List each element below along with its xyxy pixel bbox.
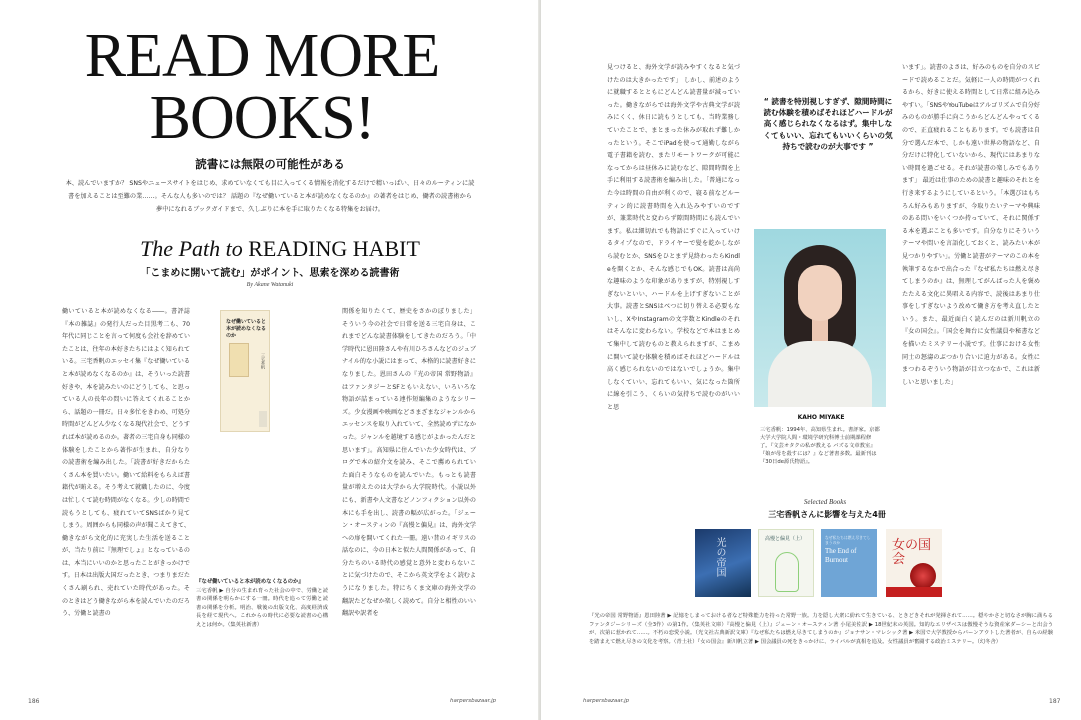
left-page bbox=[0, 0, 540, 720]
portrait-bio: 三宅香帆：1994年、高知県生まれ。書評家。京都大学大学院人間・環境学研究科博士前期課程修了。『文芸オタクの私が教える バズる文章教室』『娘が母を殺すには？』など著書多数。最新刊は『30日de源氏物語』。 bbox=[760, 427, 880, 465]
cover4-title: 女の国会 bbox=[892, 538, 932, 567]
byline: By Akane Watanuki bbox=[246, 282, 294, 288]
book-caption-title: 『なぜ働いていると本が読めなくなるのか』 bbox=[196, 579, 304, 585]
cover3-subtitle: なぜ私たちは燃え尽きてしまうのか bbox=[825, 535, 871, 545]
cover4-flower bbox=[910, 563, 936, 589]
book-cover-pride-and-prejudice bbox=[758, 529, 814, 597]
site-url-left: harpersbazaar.jp bbox=[450, 698, 497, 704]
body-column-2: 関係を知りたくて、歴史をさかのぼりました」 そういう今の社会で日常を送る三宅自身は、これまでどんな読書体験をしてきたのだろう。「中学時代に恩田陸さんや有川ひろさんなどのジュブナイル的な小説にはまって、本格的に読書好きになりました。恩田さんの『光の帝国 常野物語』はファンタジーとSFともいえない、いろいろな物語が詰まっている連作短編集のようなシリーズ。少女漫画や映画などさまざまなジャンルからエッセンスを取り入れていて、全然読めずになかった。ジャンルを越境する感じがよかったんだと思います」。高知県に住んでいた少女時代は、ブログで本の紹介文を読み、そこで薦められていた面白そうなものを読んでいた。もっとも読書量が増えたのは大学から大学院時代。小説以外にも、新書や人文書などノンフィクション以外の本にも手を出し、読書の幅が広がった。「ジェーン・オースティンの『高慢と偏見』は、海外文学への扉を開いてくれた一冊。遠い昔のイギリスの話なのに、今の日本と似た人間関係があって、自分たちのいる時代の感覚と意外と変わらないことに気づけたので、そこから英文学をよく読むようになりました。特にちくま文庫の海外文学の翻訳たどなぜか楽しく読めて。自分と相性のいい翻訳や訳者を bbox=[342, 308, 476, 618]
section-subtitle: 「こまめに開いて読む」がポイント、思索を深める読書術 bbox=[140, 268, 400, 279]
portrait-neck bbox=[812, 319, 828, 343]
section-title-roman: READING HABIT bbox=[248, 236, 420, 261]
cover3-title: The End of Burnout bbox=[825, 547, 857, 564]
lead-paragraph: 本、読んでいますか？ SNSやニュースサイトをはじめ、求めていなくても目に入ってくる情報を消化するだけで精いっぱい、日々のルーティンに読書を加えることは至難の業……。そんな人も多いのでは？ 話題の『なぜ働いていると本が読めなくなるのか』の著者をはじめ、働者の読書術から夢中になれるブックガイドまで、久しぶりに本を手に取りたくなる特集をお届け。 bbox=[65, 180, 475, 213]
book-cover-hikari-no-teikoku bbox=[695, 529, 751, 597]
pull-quote: “ 読書を特別視しすぎず、隙間時間に読む体験を積めばそれほどハードルが高く感じられなくなるはず。集中しなくてもいい、忘れてもいいくらいの気持ちで読むのが大事です ” bbox=[763, 97, 893, 151]
selected-books-title: 三宅香帆さんに影響を与えた4冊 bbox=[768, 510, 886, 519]
book-cover-image bbox=[220, 310, 270, 432]
selected-books-label: Selected Books bbox=[803, 498, 847, 506]
headline-line-2: BOOKS! bbox=[149, 84, 375, 152]
cover2-title: 高慢と偏見（上） bbox=[765, 536, 806, 542]
section-title-italic: The Path to bbox=[140, 236, 243, 261]
portrait-body bbox=[768, 341, 872, 407]
cover1-title: 光の帝国 bbox=[714, 537, 725, 577]
right-page bbox=[541, 0, 1081, 720]
author-portrait bbox=[754, 229, 886, 407]
book-cover-author: 三宅香帆 bbox=[261, 353, 266, 369]
page-number-left: 186 bbox=[28, 698, 40, 705]
book-cover-band bbox=[229, 343, 249, 377]
site-url-right: harpersbazaar.jp bbox=[583, 698, 630, 704]
cover2-figure bbox=[775, 552, 799, 592]
book-cover-title: なぜ働いていると本が読めなくなるのか bbox=[226, 319, 267, 339]
book-caption bbox=[196, 578, 328, 630]
headline-line-1: READ MORE bbox=[84, 22, 440, 90]
page-number-right: 187 bbox=[1049, 698, 1061, 705]
headline bbox=[42, 22, 482, 152]
portrait-face bbox=[798, 265, 842, 321]
book-cover-spine-mark bbox=[259, 411, 267, 427]
cover4-band bbox=[886, 587, 942, 597]
portrait-name: KAHO MIYAKE bbox=[797, 414, 845, 421]
book-caption-text: 三宅香帆 ▶ 自分の生まれ育った社会の中で、労働と読書の関係を明らかにする一冊。時代を追って労働と読書の関係を分析。明治、戦後の出版文化、高度経済成長を経て現代へ。これからの時代に必要な読書の心構えとは何か。（集英社新書） bbox=[196, 587, 328, 628]
section-title bbox=[70, 236, 490, 262]
book-cover-end-of-burnout bbox=[821, 529, 877, 597]
body-column-1: 働いていると本が読めなくなる――。書評誌『本の雑誌』の発行人だった目黒考二も、70年代に同じことを言って何度も会社を辞めていたことは、往年の本好きたちにはよく知られている。三宅香帆のエッセイ集『なぜ働いていると本が読めなくなるのか』は、そういった読書好きや、本を読みたいのにどうしても、と思っている人の長年の問いに答えてくれることから、話題の一冊だ。日々多忙をきわめ、可処分時間がどんどん少なくなる現代社会で、どうすれば本が読めるのか。著者の三宅自身も同様の体験をしたことから著作が生まれ、自分なりの読書術を編み出した。「読書が好きだからたくさん本を買いたい。働いて給料をもらえば書籍代が賄える。そう考えて就職したのに、今度は忙しくて読む時間がなくなる。少しの時間で読もうとしても、疲れていてSNSばかり見てしまう。周囲からも同様の声が聞こえてきて、働きながら文化的に充実した生活を送ることが、当たり前に『無理でしょ』となっているのは、本当にいいのかと思ったことがきっかけです。日本は出版大国だったとき、つまりまだたくさん刷られ、売れていた時代があった。そのときはどう働きながら本を読んでいたのだろう、労働と読書の bbox=[62, 308, 190, 618]
selected-books-caption: 『光の帝国 常野物語』恩田陸著 ▶ 記憶をしまっておける者など特殊能力を持った常野一族。力を隠し大衆に紛れて生きている、ときどきそれが発揮されて……。穏やかさと切なさが胸に満ちるファンタジーシリーズ（全3作）の第1作。（集英社文庫）『高慢と偏見（上）』ジェーン・オースティン著 小尾美佐訳 ▶ 18世紀末の英国。知的なエリザベスは傲慢そうな資産家ダーシーと出会うが、次第に惹かれて……。不朽の恋愛小説。（光文社古典新訳文庫）『なぜ私たちは燃え尽きてしまうのか』ジョナサン・マレシック著 ▶ 米国で大学教授からバーンアウトした著者が、自らの経験を踏まえて燃え尽きの文化を考察。（青土社）『女の国会』新川帆立著 ▶ 国会議員の死をきっかけに、ライバルが真相を追及。女性議員が奮闘する政治ミステリー。（幻冬舎） bbox=[589, 613, 1053, 645]
book-cover-onna-no-kokkai bbox=[886, 529, 942, 597]
tagline: 読書には無限の可能性がある bbox=[195, 157, 345, 171]
body-column-3: 見つけると、海外文学が読みやすくなると気づけたのは大きかったです」 しかし、前述のように就職するとともにどんどん読書量が減っていった。働きながらでは海外文学や古典文学が読みにくく、休日に読もうとしても、当時業務していたことで、まとまった休みが取れず難しかったという。そこでiPadを使って通勤しながら電子書籍を読む、またリモートワークが可能になってからは昼休みに読むなど、隙間時間を上手に利用する読書術を編み出した。「普通になった今は時間の自由が利くので、寝る前などルーティン的に読書時間を入れ込みやすいのですが、兼業時代と変わらず隙間時間にも読んでいます。私は細切れでも物語にすぐに入っていけるタイプなので、ドライヤーで髪を乾かしながら読むとか、SNSをひとまず見終わったらKindleを開くとか、そんな感じでもOK。読書は高尚な趣味のような印象がありますが、特別視しすぎないといい、ハードルを上げすぎないことが大事。読書とSNSはべつに切り替える必要もないし、XやInstagramの文字数とKindleのそれはそんなに変わらない。学校などで本はまとめて集中して読むものと教えられますが、こまめに開いて読む体験を積めばそれほどハードルは高く感じられないのではないでしょうか。集中しなくていい、忘れてもいい、気になった箇所に線を引こう、くらいの気持ちで読むのがいいと思 bbox=[607, 64, 740, 412]
body-column-4: います」。読書のよさは、好みのものを自分のスピードで読めることだ。気軽に一人の時間がつくれるから、好きに使える時間として日常に組み込みやすい。「SNSやYouTubeはアルゴリズムで自分好みのものが勝手に向こうからどんどんやってくるので、正直疲れることもあります。でも読書は自分で選んだ本で、しかも遠い世界の物語など、自分だけに特化していないから、現代にはあまりない時間を過ごせる。それが読書の楽しみでもあります」 最近は仕事のための読書と趣味のそれとを行き来するようにしているという。「本選びはもちろん好みもありますが、今取りたいテーマや興味のある問いをいくつか持っていて、それに関係する本を選ぶことも多いです。自分なりにそういうテーマや問いを言語化しておくと、読みたい本が見つかりやすい」。労働と読書がテーマのこの本を執筆するなかで出合った『なぜ私たちは燃え尽きてしまうのか』は、無理してがんばった人を褒めたたえる文化に異唱える内容で、読後はあまり仕事をしすぎないよう改めて働き方を考え直したという。また、最近面白く読んだのは新川帆立の『女の国会』。「国会を舞台に女性議員や秘書などを描いたミステリー小説です。仕事における女性同士の怒濤のぶつかり合いに迫力がある。女性にまつわるぞういう物語が目立つなかで、これは新しいと思いました」 bbox=[902, 64, 1040, 386]
